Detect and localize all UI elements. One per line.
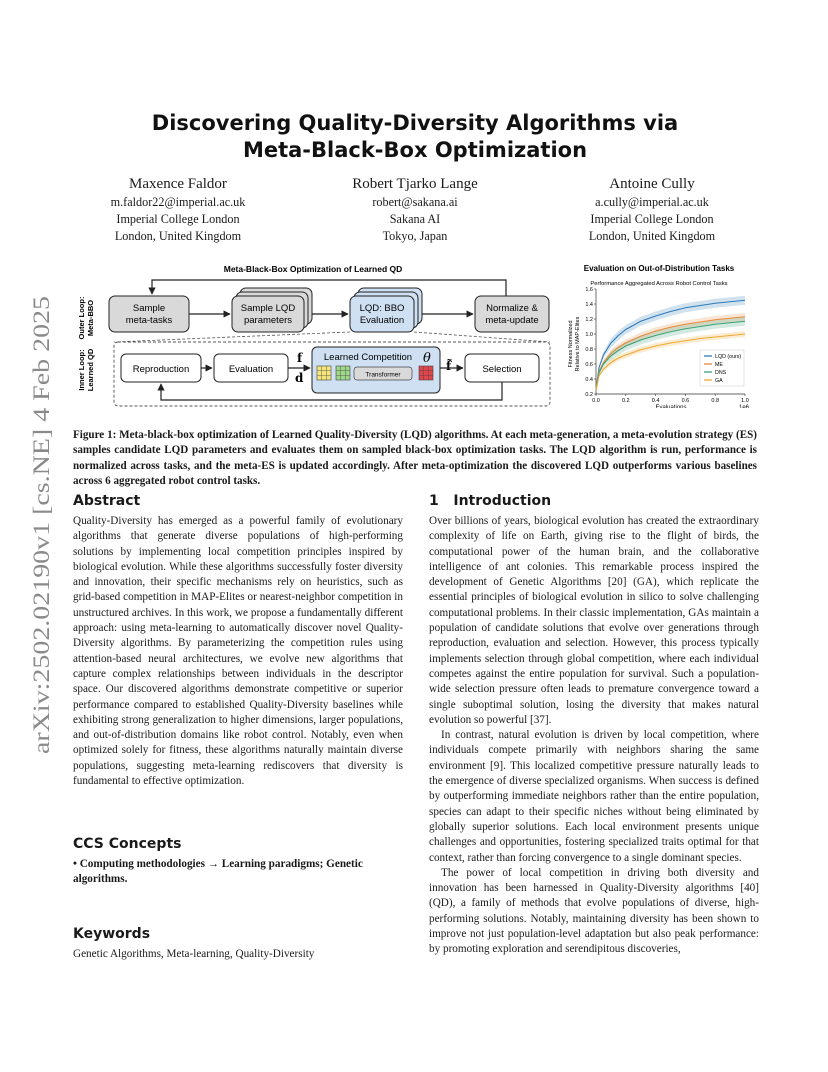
symbol-theta: θ <box>423 351 431 366</box>
sample-meta-tasks-line1: Sample <box>132 303 166 314</box>
author-affiliation: Sakana AI <box>389 212 441 226</box>
author-name: Maxence Faldor <box>129 176 227 192</box>
x-tick-label: 0.8 <box>711 398 720 404</box>
learned-competition-label: Learned Competition <box>323 352 413 363</box>
introduction-heading: 1 Introduction <box>429 493 552 509</box>
symbol-d: d <box>295 371 304 385</box>
author-location: London, United Kingdom <box>588 229 716 243</box>
sample-lqd-params-line1: Sample LQD <box>240 303 296 314</box>
keywords-section <box>73 925 403 962</box>
y-tick-label: 1.6 <box>585 287 593 293</box>
symbol-f: f <box>297 351 303 365</box>
keywords-heading: Keywords <box>73 926 151 942</box>
chart-subtitle: Performance Aggregated Across Robot Control Tasks <box>590 281 728 287</box>
selection-label: Selection <box>482 364 522 375</box>
lqd-bbo-eval-box <box>350 296 414 332</box>
y-tick-label: 1.2 <box>585 317 593 323</box>
y-tick-label: 0.8 <box>585 347 593 353</box>
author-affiliation: Imperial College London <box>116 212 240 226</box>
arxiv-stamp <box>22 296 58 756</box>
y-tick-label: 0.2 <box>585 392 593 398</box>
intro-paragraph-1: Over billions of years, biological evolution has created the extraordinary complexity of life on Earth, giving rise to the flight of birds, the computational power of the human brain, and the collaborative intelligence of ant colonies. This remarkable process inspired the development of Genetic Algorithms [20] (GA), which replicate the essential principles of biological evolution in silico to solve challenging computational problems. In their classic implementation, GAs maintain a population of candidate solutions that evolve over generations through reproduction, evaluation and selection. However, this process typically implements selection through global competition, where each individual competes against the entire population for survival. Such a population-wide selection pressure often leads to premature convergence toward a single suboptimal solution, losing the diversity that makes natural evolution so powerful [37]. <box>429 515 759 726</box>
title-line-1: Discovering Quality-Diversity Algorithms via <box>151 111 679 135</box>
ccs-section <box>73 835 403 888</box>
intro-paragraph-2: In contrast, natural evolution is driven by local competition, where individuals compete primarily with neighbors sharing the same environment [9]. This localized competitive pressure naturally leads to the emergence of diverse specialized organisms. When success is defined by outperforming immediate neighbors rather than the entire population, species can adapt to their specific niches without being eliminated by globally superior solutions. Each local environment presents unique challenges and opportunities, fostering specialized traits optimal for that context, rather than forcing convergence to a single dominant species. <box>429 729 759 864</box>
author-name: Antoine Cully <box>609 176 695 192</box>
y-tick-label: 1.0 <box>585 332 593 338</box>
diagram-title: Meta-Black-Box Optimization of Learned QD <box>223 264 403 274</box>
lqd-bbo-eval-line2: Evaluation <box>359 315 405 326</box>
evaluation-label: Evaluation <box>228 364 274 375</box>
normalize-line2: meta-update <box>485 315 539 326</box>
outer-loop-label-1: Outer Loop: <box>77 296 86 340</box>
inner-loop-label-1: Inner Loop: <box>77 349 86 391</box>
funnel-left <box>114 332 350 342</box>
x-tick-label: 0.0 <box>592 398 600 404</box>
right-column <box>429 492 759 958</box>
author-affiliation: Imperial College London <box>590 212 714 226</box>
sample-meta-tasks-line2: meta-tasks <box>125 315 173 326</box>
normalize-line1: Normalize & <box>486 303 538 314</box>
legend-label: DNS <box>715 370 727 376</box>
x-tick-label: 1.0 <box>741 398 749 404</box>
lqd-diagram <box>77 264 550 406</box>
lqd-bbo-eval-line1: LQD: BBO <box>359 303 405 314</box>
outer-loop-label-2: Meta-BBO <box>86 299 95 337</box>
funnel-right <box>414 332 550 342</box>
chart-legend <box>700 350 744 386</box>
y-axis-label-2: Relative to MAP-Elites <box>575 316 581 372</box>
inner-loop-label-2: Learned QD <box>86 348 95 392</box>
legend-label: LQD (ours) <box>715 354 742 360</box>
input-token-grid-2 <box>336 366 350 380</box>
transformer-label: Transformer <box>365 371 401 379</box>
intro-paragraph-3: The power of local competition in driving both diversity and innovation has been harnessed in Quality-Diversity algorithms [40] (QD), a family of methods that evolve populations of diverse, high-performing solutions. Notably, maintaining diversity has been shown to improve not just population-level adaptation but also peak performance: by promoting exploration and serendipitous discoveries, <box>429 866 759 956</box>
author-email: m.faldor22@imperial.ac.uk <box>110 195 246 209</box>
output-token-grid <box>419 366 433 380</box>
author-email: robert@sakana.ai <box>372 195 458 209</box>
author-1 <box>60 174 296 245</box>
author-3 <box>534 174 770 245</box>
author-location: Tokyo, Japan <box>382 229 448 243</box>
abstract-text: Quality-Diversity has emerged as a powerful family of evolutionary algorithms that generate diverse populations of high-performing solutions by implementing local competition principles inspired by biological evolution. While these algorithms successfully foster diversity and innovation, their specific mechanisms rely on heuristics, such as grid-based competition in MAP-Elites or nearest-neighbor competition in unstructured archives. In this work, we propose a fundamentally different approach: using meta-learning to automatically discover novel Quality-Diversity algorithms. By parameterizing the competition rules using attention-based neural architectures, we evolve new algorithms that capture complex relationships between individuals in the descriptor space. Our discovered algorithms demonstrate competitive or superior performance compared to established Quality-Diversity baselines while exhibiting strong generalization to higher dimensions, larger populations, and out-of-distribution domains like robot control. Notably, even when optimized solely for fitness, these algorithms naturally maintain diverse populations, suggesting meta-learning rediscovers that diversity is fundamental to effective optimization. <box>73 515 403 788</box>
x-tick-label: 0.6 <box>681 398 690 404</box>
normalize-box <box>475 296 549 332</box>
symbol-ftilde: f̃ <box>446 359 452 373</box>
x-tick-label: 0.4 <box>651 398 660 404</box>
chart-title: Evaluation on Out-of-Distribution Tasks <box>583 264 735 273</box>
sample-lqd-params-line2: parameters <box>243 315 293 326</box>
author-location: London, United Kingdom <box>114 229 242 243</box>
reproduction-label: Reproduction <box>132 364 190 375</box>
author-block <box>60 174 770 245</box>
y-tick-label: 1.4 <box>585 302 593 308</box>
x-axis-label: Evaluations <box>655 405 687 408</box>
figure-caption: Figure 1: Meta-black-box optimization of Learned Quality-Diversity (LQD) algorithms. At each meta-generation, a meta-evolution strategy (ES) samples candidate LQD parameters and evaluates them on sampled black-box optimization tasks. The LQD algorithm is run, performance is normalized across tasks, and the meta-ES is updated accordingly. After meta-optimization the discovered LQD outperforms various baselines across 6 aggregated robot control tasks. <box>73 429 757 488</box>
paper-title <box>100 110 730 164</box>
y-axis-label-1: Fitness Normalized <box>568 320 574 368</box>
y-tick-label: 0.4 <box>585 377 593 383</box>
title-line-2: Meta-Black-Box Optimization <box>242 138 588 162</box>
input-token-grid-1 <box>317 366 331 380</box>
keywords-text: Genetic Algorithms, Meta-learning, Quality-Diversity <box>73 948 315 960</box>
arxiv-id: arXiv:2502.02190v1 [cs.NE] 4 Feb 2025 <box>29 377 54 754</box>
x-tick-label: 0.2 <box>621 398 630 404</box>
ccs-heading: CCS Concepts <box>73 836 182 852</box>
ood-chart <box>568 264 750 408</box>
sample-meta-tasks-box <box>109 296 189 332</box>
x-axis-multiplier: 1e6 <box>738 405 750 408</box>
legend-label: GA <box>715 378 723 384</box>
abstract-heading: Abstract <box>73 493 141 509</box>
author-name: Robert Tjarko Lange <box>352 176 478 192</box>
figure-1 <box>72 258 762 408</box>
ccs-text: • Computing methodologies → Learning paradigms; Genetic algorithms. <box>73 858 363 886</box>
y-tick-label: 0.6 <box>585 362 593 368</box>
left-column <box>73 492 403 789</box>
author-email: a.cully@imperial.ac.uk <box>595 195 709 209</box>
author-2 <box>297 174 533 245</box>
sample-lqd-params-box <box>232 296 304 332</box>
outer-loop-arrow <box>152 280 506 300</box>
legend-label: ME <box>715 362 723 368</box>
